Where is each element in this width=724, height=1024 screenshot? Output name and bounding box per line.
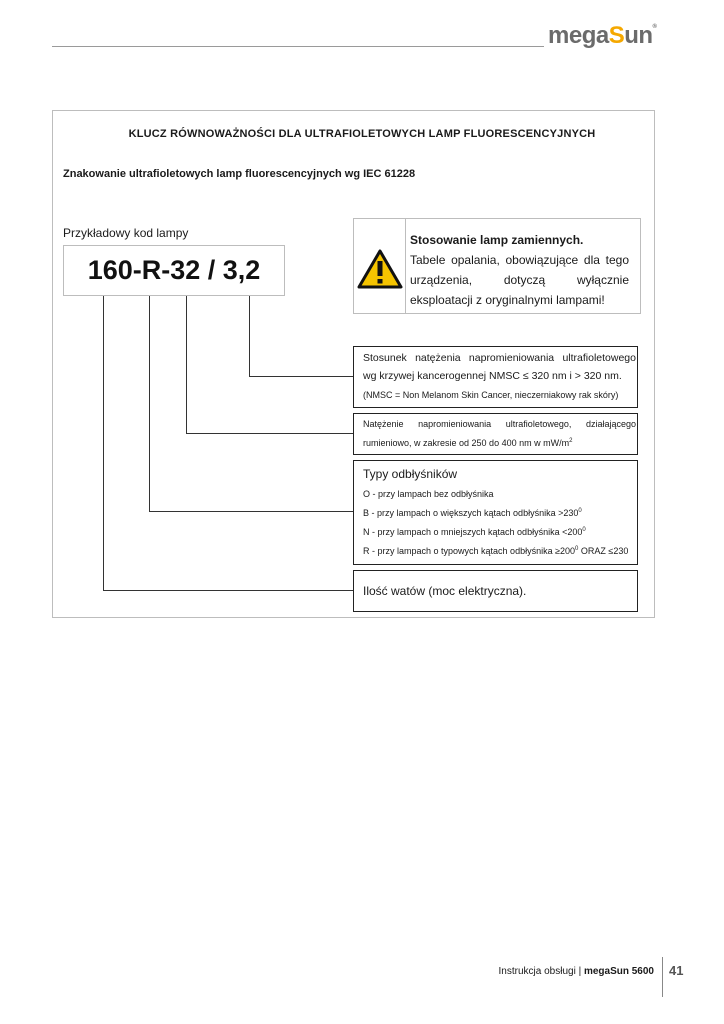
page-number: 41 — [669, 963, 684, 978]
watts-text: Ilość watów (moc elektryczna). — [363, 584, 527, 598]
warning-box — [353, 218, 641, 314]
connector-intensity-vertical — [186, 296, 187, 434]
connector-nmsc-vertical — [249, 296, 250, 377]
connector-intensity-horizontal — [186, 433, 353, 434]
panel-subtitle: Znakowanie ultrafioletowych lamp fluorescencyjnych wg IEC 61228 — [63, 168, 416, 180]
nmsc-ratio-box — [353, 346, 638, 408]
reflector-item-r: R - przy lampach o typowych kątach odbłyśnika $\ge 200^0$ ORAZ ≤230 — [363, 546, 629, 556]
example-code-label: Przykładowy kod lampy — [63, 226, 189, 240]
reflector-item-o: O - przy lampach bez odbłyśnika — [363, 489, 494, 499]
connector-reflector-horizontal — [149, 511, 353, 512]
intensity-line-2: rumieniowo, w zakresie od 250 do 400 nm w $mW/m^2$ — [363, 438, 573, 448]
intensity-line-1: Natężenie napromieniowania ultrafioletowego, działającego — [363, 419, 636, 429]
warning-divider — [405, 219, 406, 313]
watts-box — [353, 570, 638, 612]
nmsc-line-3: (NMSC = Non Melanom Skin Cancer, nieczerniakowy rak skóry) — [363, 390, 619, 400]
nmsc-line-2: wg krzywej kancerogennej NMSC ≤ 320 nm i > 320 nm. — [363, 370, 622, 382]
warning-body: Tabele opalania, obowiązujące dla tego urządzenia, dotyczą wyłącznie eksploatacji z oryginalnymi lampami! — [410, 253, 629, 307]
example-lamp-code: 160-R-32 / 3,2 — [63, 245, 285, 296]
connector-nmsc-horizontal — [249, 376, 353, 377]
warning-triangle-icon — [357, 249, 403, 289]
warning-text — [410, 230, 629, 310]
intensity-box — [353, 413, 638, 455]
reflector-item-n: N - przy lampach o mniejszych kątach odbłyśnika $<200^0$ — [363, 527, 586, 537]
connector-watts-vertical — [103, 296, 104, 591]
connector-watts-horizontal — [103, 590, 353, 591]
header-rule — [52, 46, 544, 47]
reflector-types-title: Typy odbłyśników — [363, 467, 458, 481]
panel-title: KLUCZ RÓWNOWAŻNOŚCI DLA ULTRAFIOLETOWYCH LAMP FLUORESCENCYJNYCH — [128, 128, 596, 140]
footer-rule — [662, 957, 663, 997]
reflector-types-box — [353, 460, 638, 565]
footer-manual-title: Instrukcja obsługi | megaSun 5600 — [498, 966, 654, 977]
nmsc-line-1: Stosunek natężenia napromieniowania ultrafioletowego — [363, 352, 636, 364]
megasun-logo: megaSun® — [548, 22, 657, 49]
connector-reflector-vertical — [149, 296, 150, 512]
warning-heading: Stosowanie lamp zamiennych. — [410, 233, 584, 247]
reflector-item-b: B - przy lampach o większych kątach odbłyśnika $>230^0$ — [363, 508, 582, 518]
